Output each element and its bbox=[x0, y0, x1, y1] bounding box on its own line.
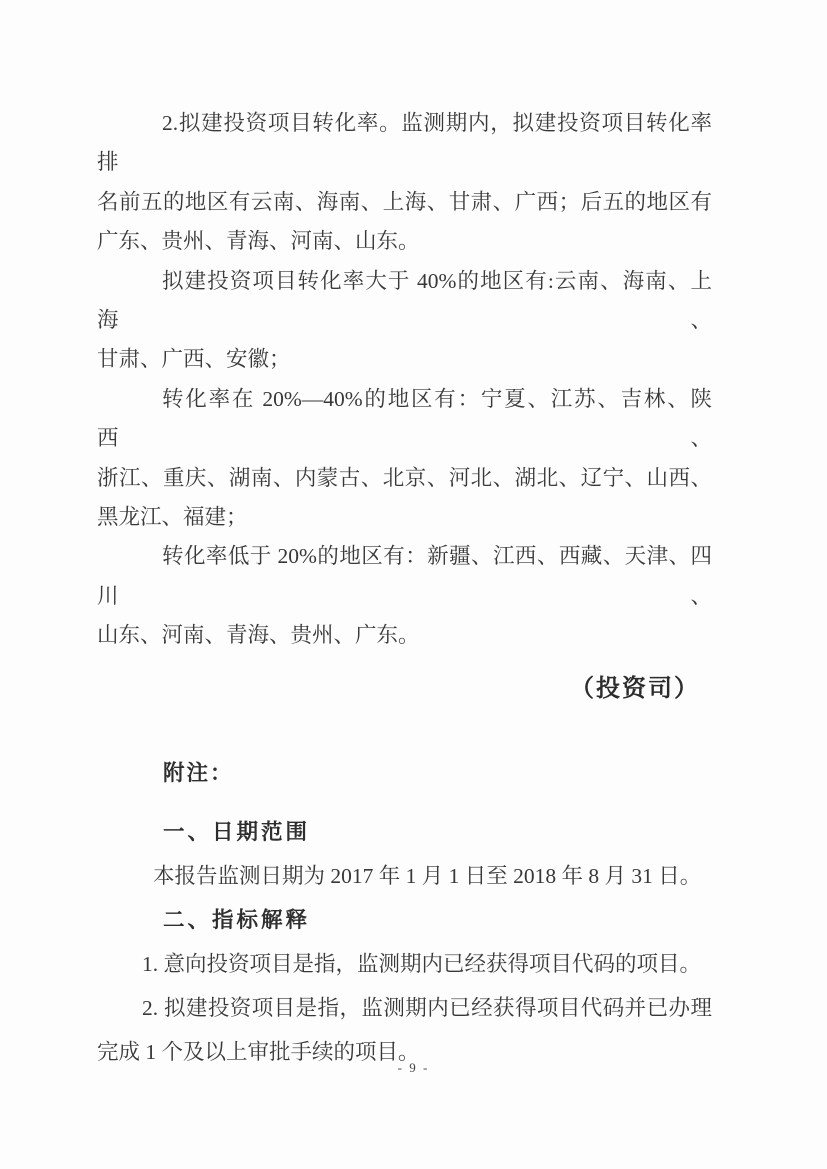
paragraph-line: 甘肃、广西、安徽； bbox=[97, 347, 291, 372]
signature-department: （投资司） bbox=[570, 675, 700, 702]
notes-item-2-line-1: 2. 拟建投资项目是指，监测期内已经获得项目代码并已办理 bbox=[142, 996, 712, 1020]
notes-title: 附注： bbox=[163, 761, 234, 785]
paragraph-line: 黑龙江、福建； bbox=[97, 505, 248, 530]
notes-date-range-text: 本报告监测日期为 2017 年 1 月 1 日至 2018 年 8 月 31 日。 bbox=[153, 864, 702, 888]
notes-heading-date-range: 一、日期范围 bbox=[163, 820, 311, 844]
paragraph-line: 转化率低于 20%的地区有：新疆、江西、西藏、天津、四川、 bbox=[97, 544, 712, 608]
paragraph-line: 拟建投资项目转化率大于 40%的地区有:云南、海南、上海、 bbox=[97, 268, 712, 333]
page-number: - 9 - bbox=[397, 1060, 430, 1075]
paragraph-line: 广东、贵州、青海、河南、山东。 bbox=[97, 229, 420, 254]
notes-heading-indicator-explanation: 二、指标解释 bbox=[163, 908, 311, 932]
notes-item-1: 1. 意向投资项目是指，监测期内已经获得项目代码的项目。 bbox=[142, 952, 702, 976]
paragraph-line: 浙江、重庆、湖南、内蒙古、北京、河北、湖北、辽宁、山西、 bbox=[97, 465, 712, 490]
notes-item-2-line-2: 完成 1 个及以上审批手续的项目。 bbox=[97, 1040, 420, 1064]
paragraph-line: 山东、河南、青海、贵州、广东。 bbox=[97, 623, 420, 648]
main-text-block bbox=[97, 104, 712, 709]
paragraph-line: 转化率在 20%—40%的地区有：宁夏、江苏、吉林、陕西、 bbox=[97, 386, 712, 451]
paragraph-line: 2.拟建投资项目转化率。监测期内，拟建投资项目转化率排 bbox=[97, 111, 712, 175]
paragraph-line: 名前五的地区有云南、海南、上海、甘肃、广西；后五的地区有 bbox=[97, 189, 712, 214]
notes-block bbox=[97, 751, 712, 1074]
